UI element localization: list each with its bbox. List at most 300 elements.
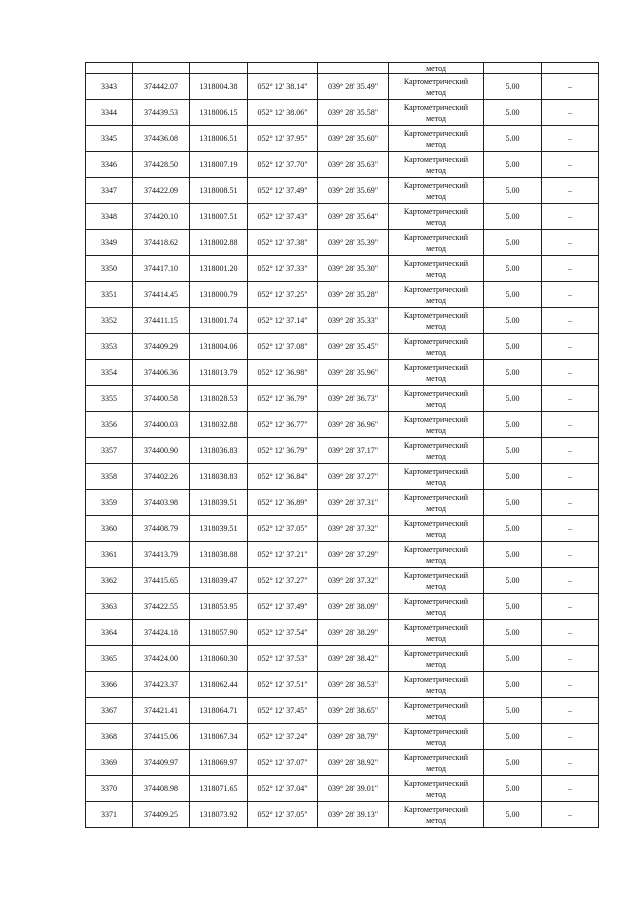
x-coord-cell: 374411.15 [133,308,190,334]
y-coord-cell: 1318067.34 [190,724,248,750]
longitude-cell: 039° 28' 35.49" [318,74,389,100]
note-cell: – [542,308,599,334]
x-coord-cell: 374424.18 [133,620,190,646]
table-row [86,724,599,750]
method-cell [389,672,484,698]
longitude-cell: 039° 28' 37.31" [318,490,389,516]
y-coord-cell: 1318028.53 [190,386,248,412]
accuracy-cell: 5.00 [484,360,542,386]
method-cell [389,178,484,204]
table-row [86,178,599,204]
accuracy-cell: 5.00 [484,126,542,152]
method-cell [389,620,484,646]
latitude-cell: 052° 12' 38.06" [248,100,318,126]
longitude-cell: 039° 28' 36.96" [318,412,389,438]
y-coord-cell: 1318071.65 [190,776,248,802]
method-line2: метод [426,295,446,305]
x-coord-cell: 374403.98 [133,490,190,516]
method-line2: метод [426,191,446,201]
note-cell: – [542,542,599,568]
method-cell [389,594,484,620]
longitude-cell: 039° 28' 37.27" [318,464,389,490]
method-line2: метод [426,243,446,253]
y-coord-cell: 1318039.51 [190,516,248,542]
x-coord-cell: 374422.09 [133,178,190,204]
method-line2: метод [426,321,446,331]
point-number-cell: 3350 [86,256,133,282]
method-line1: Картометрический [403,180,469,190]
x-coord-cell: 374428.50 [133,152,190,178]
table-row [86,750,599,776]
coordinates-table [85,62,599,828]
y-coord-cell: 1318039.47 [190,568,248,594]
method-line1: Картометрический [403,752,469,762]
method-line2: метод [426,711,446,721]
note-cell: – [542,568,599,594]
point-number-cell: 3364 [86,620,133,646]
x-coord-cell: 374417.10 [133,256,190,282]
latitude-cell: 052° 12' 37.43" [248,204,318,230]
latitude-cell: 052° 12' 37.05" [248,802,318,828]
method-line2: метод [426,165,446,175]
y-coord-cell: 1318002.88 [190,230,248,256]
method-line2: метод [426,451,446,461]
note-cell: – [542,126,599,152]
table-row [86,412,599,438]
y-coord-cell: 1318004.38 [190,74,248,100]
point-number-cell: 3353 [86,334,133,360]
point-number-cell: 3343 [86,74,133,100]
accuracy-cell: 5.00 [484,698,542,724]
longitude-cell: 039° 28' 38.42" [318,646,389,672]
point-number-cell: 3367 [86,698,133,724]
method-cell [389,750,484,776]
accuracy-cell: 5.00 [484,204,542,230]
table-row [86,516,599,542]
longitude-cell: 039° 28' 35.28" [318,282,389,308]
accuracy-cell: 5.00 [484,152,542,178]
longitude-cell: 039° 28' 37.32" [318,516,389,542]
point-number-cell: 3369 [86,750,133,776]
table-row [86,126,599,152]
latitude-cell: 052° 12' 37.38" [248,230,318,256]
longitude-cell: 039° 28' 38.29" [318,620,389,646]
method-line2: метод [426,139,446,149]
method-cell [389,256,484,282]
latitude-cell: 052° 12' 37.08" [248,334,318,360]
method-line1: Картометрический [403,440,469,450]
point-number-cell: 3360 [86,516,133,542]
x-coord-cell: 374406.36 [133,360,190,386]
method-line1: Картометрический [403,128,469,138]
method-line1: Картометрический [403,778,469,788]
table-row [86,386,599,412]
point-number-cell: 3365 [86,646,133,672]
method-cell [389,360,484,386]
y-coord-cell: 1318007.19 [190,152,248,178]
note-cell: – [542,334,599,360]
accuracy-cell: 5.00 [484,282,542,308]
x-coord-cell: 374418.62 [133,230,190,256]
point-number-cell: 3366 [86,672,133,698]
note-cell: – [542,464,599,490]
y-coord-cell: 1318004.06 [190,334,248,360]
x-coord-cell: 374408.98 [133,776,190,802]
point-number-cell: 3356 [86,412,133,438]
longitude-cell: 039° 28' 38.65" [318,698,389,724]
point-number-cell: 3362 [86,568,133,594]
latitude-cell: 052° 12' 36.77" [248,412,318,438]
latitude-cell: 052° 12' 37.27" [248,568,318,594]
note-cell: – [542,412,599,438]
y-coord-cell: 1318013.79 [190,360,248,386]
note-cell: – [542,516,599,542]
method-line1: Картометрический [403,700,469,710]
note-cell: – [542,152,599,178]
method-line1: Картометрический [403,258,469,268]
note-cell: – [542,74,599,100]
table-row [86,646,599,672]
method-cell [389,724,484,750]
table-row [86,74,599,100]
longitude-cell: 039° 28' 38.53" [318,672,389,698]
table-row [86,568,599,594]
y-coord-cell: 1318069.97 [190,750,248,776]
accuracy-cell: 5.00 [484,308,542,334]
y-coord-cell: 1318073.92 [190,802,248,828]
method-cell [389,152,484,178]
latitude-cell: 052° 12' 37.04" [248,776,318,802]
longitude-cell: 039° 28' 36.73" [318,386,389,412]
accuracy-cell: 5.00 [484,542,542,568]
note-cell: – [542,256,599,282]
method-cell [389,464,484,490]
latitude-cell: 052° 12' 37.51" [248,672,318,698]
accuracy-cell: 5.00 [484,802,542,828]
method-cell [389,568,484,594]
method-line2: метод [426,815,446,825]
x-coord-cell: 374421.41 [133,698,190,724]
method-cell [389,698,484,724]
point-number-cell: 3371 [86,802,133,828]
method-line1: Картометрический [403,596,469,606]
y-coord-cell: 1318006.15 [190,100,248,126]
note-cell: – [542,646,599,672]
table-row [86,542,599,568]
method-line1: Картометрический [403,544,469,554]
method-cell [389,204,484,230]
accuracy-cell: 5.00 [484,74,542,100]
latitude-cell: 052° 12' 37.05" [248,516,318,542]
method-line1: Картометрический [403,154,469,164]
x-coord-cell: 374415.06 [133,724,190,750]
accuracy-cell: 5.00 [484,620,542,646]
accuracy-cell: 5.00 [484,672,542,698]
x-coord-cell: 374442.07 [133,74,190,100]
longitude-cell: 039° 28' 37.32" [318,568,389,594]
note-cell: – [542,802,599,828]
y-coord-cell: 1318053.95 [190,594,248,620]
point-number-cell: 3347 [86,178,133,204]
method-cell [389,126,484,152]
method-cell [389,438,484,464]
table-row [86,438,599,464]
note-cell: – [542,438,599,464]
table-row [86,308,599,334]
method-cell [389,74,484,100]
method-line1: Картометрический [403,648,469,658]
method-line2: метод [426,217,446,227]
method-cell [389,802,484,828]
longitude-cell: 039° 28' 35.64" [318,204,389,230]
note-cell: – [542,698,599,724]
method-cell [389,412,484,438]
y-coord-cell: 1318039.51 [190,490,248,516]
point-number-cell: 3361 [86,542,133,568]
x-coord-cell: 374400.58 [133,386,190,412]
longitude-cell: 039° 28' 35.69" [318,178,389,204]
method-line1: Картометрический [403,570,469,580]
latitude-cell: 052° 12' 36.84" [248,464,318,490]
method-line1: Картометрический [403,466,469,476]
longitude-cell: 039° 28' 35.60" [318,126,389,152]
method-line2: метод [426,87,446,97]
latitude-cell: 052° 12' 36.98" [248,360,318,386]
point-number-cell: 3354 [86,360,133,386]
table-row [86,802,599,828]
note-cell: – [542,282,599,308]
method-line1: Картометрический [403,492,469,502]
method-line2: метод [426,685,446,695]
note-cell: – [542,386,599,412]
method-line2: метод [426,113,446,123]
accuracy-cell: 5.00 [484,100,542,126]
y-coord-cell: 1318064.71 [190,698,248,724]
y-coord-cell: 1318001.20 [190,256,248,282]
note-cell: – [542,594,599,620]
y-coord-cell: 1318038.83 [190,464,248,490]
table-body [86,63,599,828]
point-number-cell: 3348 [86,204,133,230]
point-number-cell: 3346 [86,152,133,178]
table-row [86,698,599,724]
method-line1: Картометрический [403,622,469,632]
latitude-cell: 052° 12' 36.79" [248,386,318,412]
accuracy-cell: 5.00 [484,516,542,542]
method-line1: Картометрический [403,284,469,294]
method-line2: метод [426,503,446,513]
table-row [86,360,599,386]
table-row [86,204,599,230]
y-coord-cell: 1318032.88 [190,412,248,438]
method-line2: метод [426,477,446,487]
accuracy-cell: 5.00 [484,464,542,490]
method-line2: метод [426,737,446,747]
longitude-cell: 039° 28' 37.17" [318,438,389,464]
method-line1: Картометрический [403,362,469,372]
latitude-cell: 052° 12' 37.95" [248,126,318,152]
latitude-cell: 052° 12' 37.70" [248,152,318,178]
y-coord-cell: 1318007.51 [190,204,248,230]
y-coord-cell: 1318062.44 [190,672,248,698]
method-cell [389,230,484,256]
x-coord-cell: 374424.00 [133,646,190,672]
latitude-cell: 052° 12' 36.79" [248,438,318,464]
x-coord-cell: 374420.10 [133,204,190,230]
y-coord-cell: 1318038.88 [190,542,248,568]
latitude-cell: 052° 12' 38.14" [248,74,318,100]
method-line1: Картометрический [403,336,469,346]
longitude-cell: 039° 28' 35.96" [318,360,389,386]
method-cell [389,308,484,334]
point-number-cell: 3370 [86,776,133,802]
method-line1: Картометрический [403,102,469,112]
accuracy-cell: 5.00 [484,750,542,776]
point-number-cell: 3344 [86,100,133,126]
point-number-cell: 3351 [86,282,133,308]
latitude-cell: 052° 12' 37.45" [248,698,318,724]
method-line1: Картометрический [403,232,469,242]
method-cell [389,776,484,802]
point-number-cell: 3357 [86,438,133,464]
latitude-cell: 052° 12' 37.54" [248,620,318,646]
note-cell: – [542,360,599,386]
latitude-cell: 052° 12' 37.53" [248,646,318,672]
method-line1: Картометрический [403,804,469,814]
note-cell: – [542,230,599,256]
x-coord-cell: 374423.37 [133,672,190,698]
note-cell: – [542,776,599,802]
accuracy-cell: 5.00 [484,776,542,802]
table-row [86,152,599,178]
longitude-cell: 039° 28' 38.79" [318,724,389,750]
latitude-cell: 052° 12' 37.49" [248,594,318,620]
longitude-cell: 039° 28' 37.29" [318,542,389,568]
accuracy-cell: 5.00 [484,230,542,256]
x-coord-cell: 374413.79 [133,542,190,568]
longitude-cell: 039° 28' 39.01" [318,776,389,802]
longitude-cell: 039° 28' 35.39" [318,230,389,256]
latitude-cell: 052° 12' 37.21" [248,542,318,568]
note-cell: – [542,750,599,776]
table-row [86,594,599,620]
note-cell: – [542,672,599,698]
table-row [86,776,599,802]
method-line1: Картометрический [403,388,469,398]
note-cell: – [542,204,599,230]
table-row [86,100,599,126]
note-cell: – [542,100,599,126]
x-coord-cell: 374408.79 [133,516,190,542]
accuracy-cell: 5.00 [484,438,542,464]
accuracy-cell: 5.00 [484,178,542,204]
latitude-cell: 052° 12' 37.33" [248,256,318,282]
note-cell: – [542,178,599,204]
latitude-cell: 052° 12' 37.25" [248,282,318,308]
table-row [86,282,599,308]
table-row [86,464,599,490]
method-cell [389,282,484,308]
accuracy-cell: 5.00 [484,412,542,438]
accuracy-cell: 5.00 [484,646,542,672]
point-number-cell: 3358 [86,464,133,490]
x-coord-cell: 374409.29 [133,334,190,360]
method-cell [389,334,484,360]
table-row [86,672,599,698]
x-coord-cell: 374400.03 [133,412,190,438]
accuracy-cell: 5.00 [484,568,542,594]
method-line1: Картометрический [403,206,469,216]
point-number-cell: 3368 [86,724,133,750]
x-coord-cell: 374436.08 [133,126,190,152]
method-line2: метод [426,789,446,799]
y-coord-cell: 1318036.83 [190,438,248,464]
y-coord-cell: 1318000.79 [190,282,248,308]
accuracy-cell: 5.00 [484,386,542,412]
method-line2: метод [426,607,446,617]
method-cell [389,646,484,672]
x-coord-cell: 374409.25 [133,802,190,828]
x-coord-cell: 374439.53 [133,100,190,126]
note-cell: – [542,490,599,516]
accuracy-cell: 5.00 [484,594,542,620]
longitude-cell: 039° 28' 35.58" [318,100,389,126]
latitude-cell: 052° 12' 37.49" [248,178,318,204]
method-line2: метод [426,373,446,383]
method-cell [389,516,484,542]
method-line2: метод [426,529,446,539]
method-line1: Картометрический [403,310,469,320]
method-cell [389,100,484,126]
method-line2: метод [426,633,446,643]
method-line2: метод [426,659,446,669]
point-number-cell: 3349 [86,230,133,256]
method-cell [389,542,484,568]
longitude-cell: 039° 28' 35.33" [318,308,389,334]
table-row [86,230,599,256]
y-coord-cell: 1318006.51 [190,126,248,152]
method-cell [389,386,484,412]
method-line1: Картометрический [403,76,469,86]
longitude-cell: 039° 28' 35.45" [318,334,389,360]
method-line2: метод [426,425,446,435]
note-cell: – [542,620,599,646]
accuracy-cell: 5.00 [484,724,542,750]
table-row [86,256,599,282]
x-coord-cell: 374400.90 [133,438,190,464]
longitude-cell: 039° 28' 35.30" [318,256,389,282]
y-coord-cell: 1318057.90 [190,620,248,646]
latitude-cell: 052° 12' 36.89" [248,490,318,516]
continued-row [86,63,599,74]
x-coord-cell: 374414.45 [133,282,190,308]
continued-method-cell: метод [389,63,484,74]
method-line2: метод [426,763,446,773]
point-number-cell: 3345 [86,126,133,152]
point-number-cell: 3359 [86,490,133,516]
accuracy-cell: 5.00 [484,256,542,282]
y-coord-cell: 1318001.74 [190,308,248,334]
method-line2: метод [426,269,446,279]
method-line2: метод [426,399,446,409]
latitude-cell: 052° 12' 37.24" [248,724,318,750]
latitude-cell: 052° 12' 37.07" [248,750,318,776]
x-coord-cell: 374415.65 [133,568,190,594]
note-cell: – [542,724,599,750]
longitude-cell: 039° 28' 38.09" [318,594,389,620]
method-line2: метод [426,555,446,565]
latitude-cell: 052° 12' 37.14" [248,308,318,334]
